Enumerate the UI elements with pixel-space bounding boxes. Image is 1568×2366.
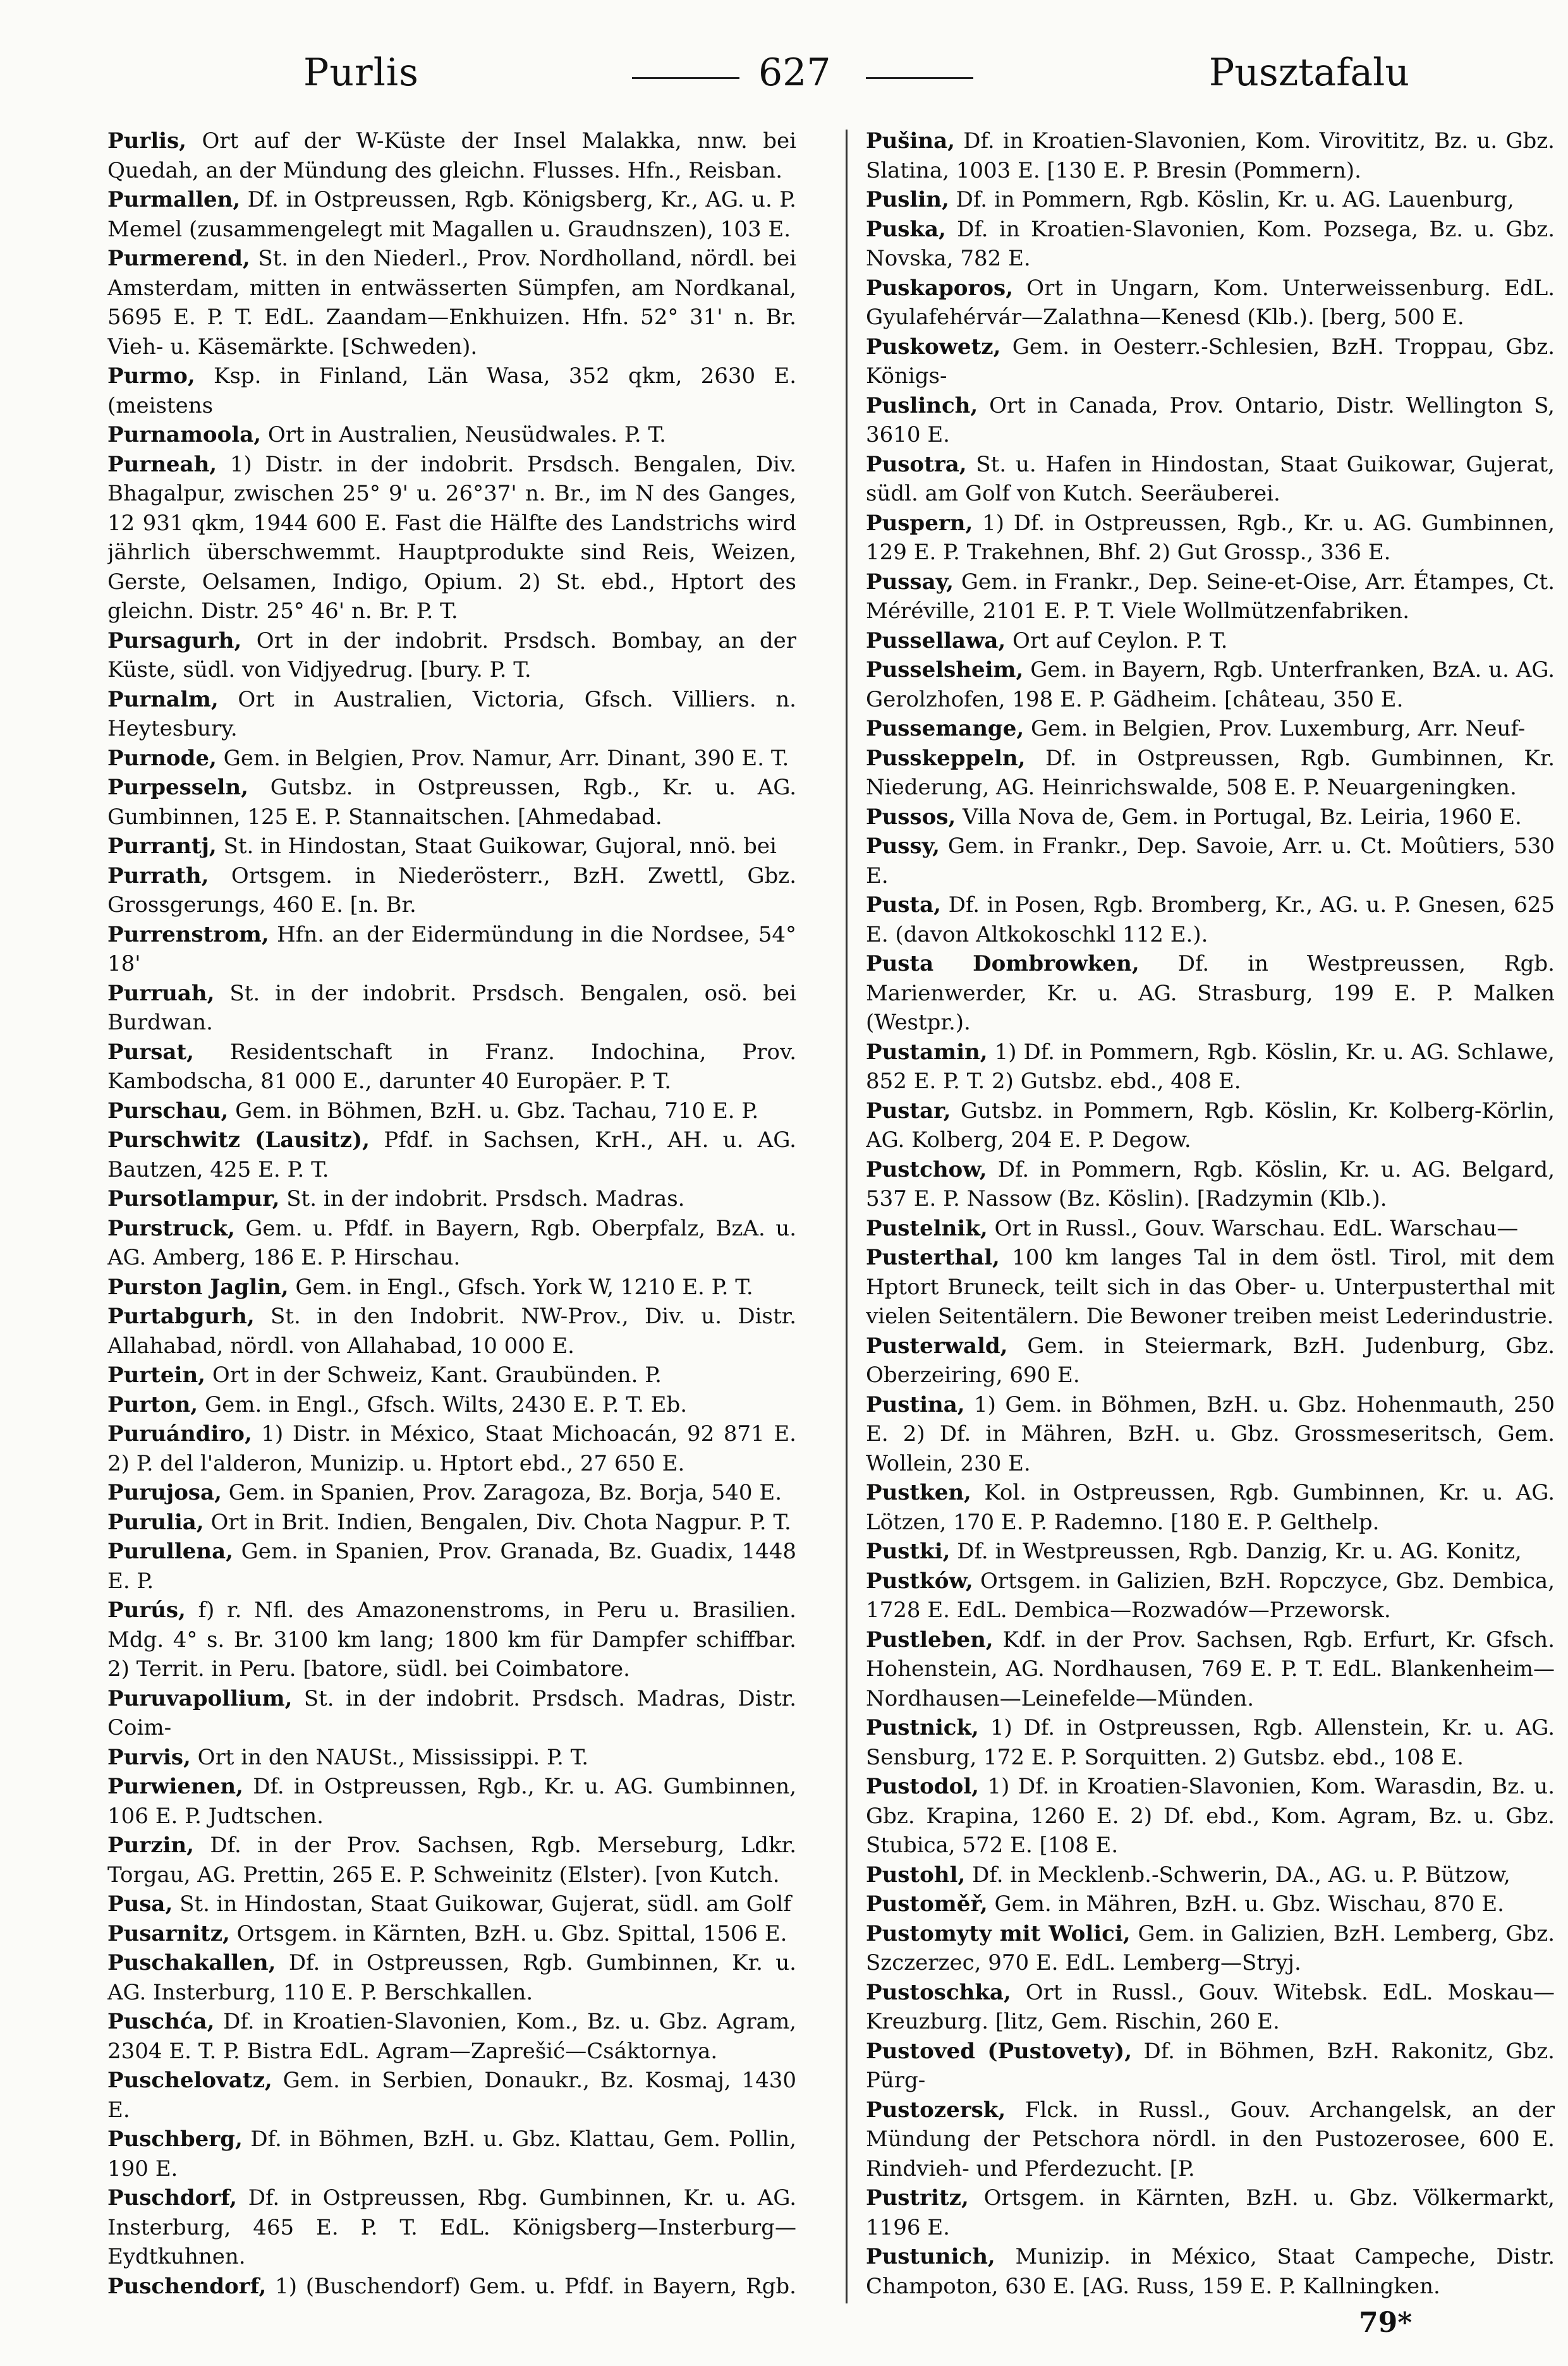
dictionary-entry [866,509,1555,567]
dictionary-entry [107,861,796,920]
entry-text: Gem. in Belgien, Prov. Namur, Arr. Dinant, 390 E. T. [223,745,789,771]
dictionary-entry [107,1184,796,1214]
entry-headword: Puslinch, [866,392,978,418]
dictionary-entry [866,1890,1555,1919]
entry-headword: Puruvapollium, [107,1685,293,1711]
dictionary-entry [107,2007,796,2066]
dictionary-entry [866,2242,1555,2300]
dictionary-entry [107,450,796,626]
entry-headword: Purrenstrom, [107,921,269,947]
dictionary-entry [107,832,796,861]
entry-headword: Puschendorf, [107,2273,267,2299]
entry-text: Ort in Ungarn, Kom. Unterweissenburg. EdL. Gyulafehérvár—Zalathna—Kenesd (Klb.). [berg, 500 E. [866,275,1555,330]
dictionary-entry [866,1390,1555,1479]
dictionary-entry [866,2037,1555,2096]
entry-text: Ort in Brit. Indien, Bengalen, Div. Chota Nagpur. P. T. [210,1509,791,1535]
entry-text: 1) Distr. in México, Staat Michoacán, 92 871 E. 2) P. del l'alderon, Munizip. u. Hptort ebd., 27 650 E. [107,1421,796,1476]
dictionary-entry [107,1596,796,1684]
header-right-keyword: Pusztafalu [1208,51,1409,95]
dictionary-entry [866,1537,1555,1567]
dictionary-entry [107,185,796,244]
entry-headword: Pustodol, [866,1774,980,1799]
entry-text: Gem. in Bayern, Rgb. Unterfranken, BzA. u. AG. Gerolzhofen, 198 E. P. Gädheim. [château, 350 E. [866,657,1555,712]
dictionary-entry [107,126,796,185]
entry-headword: Purrath, [107,863,209,889]
dictionary-entry [866,1625,1555,1714]
dictionary-entry [107,1125,796,1184]
entry-text: Df. in Posen, Rgb. Bromberg, Kr., AG. u. P. Gnesen, 625 E. (davon Altkokoschkl 112 E.). [866,892,1555,947]
entry-headword: Purullena, [107,1539,233,1564]
entry-headword: Purschau, [107,1098,229,1124]
entry-headword: Puruándiro, [107,1421,252,1447]
entry-headword: Pustoschka, [866,1979,1011,2005]
entry-headword: Purvis, [107,1744,191,1770]
entry-text: Ort in Russl., Gouv. Warschau. EdL. Warschau— [994,1215,1519,1241]
entry-text: St. in Hindostan, Staat Guikowar, Gujoral, nnö. bei [223,834,777,859]
entry-text: Ort in Russl., Gouv. Witebsk. EdL. Moskau—Kreuzburg. [litz, Gem. Rischin, 260 E. [866,1979,1555,2034]
entry-headword: Pustohl, [866,1862,966,1888]
entry-headword: Pustunich, [866,2244,995,2269]
dictionary-entry [866,949,1555,1038]
header-rule-right [866,77,973,79]
entry-text: St. in der indobrit. Prsdsch. Madras. [286,1186,685,1211]
dictionary-entry [107,1743,796,1773]
dictionary-entry [866,567,1555,626]
entry-text: Df. in Pommern, Rgb. Köslin, Kr. u. AG. Lauenburg, [956,187,1514,212]
entry-text: Ort in Australien, Victoria, Gfsch. Villiers. n. Heytesbury. [107,686,796,741]
dictionary-entry [866,655,1555,714]
entry-headword: Pusselsheim, [866,657,1024,682]
entry-headword: Purschwitz (Lausitz), [107,1127,370,1153]
entry-headword: Pustamin, [866,1039,988,1065]
dictionary-entry [107,1361,796,1390]
entry-headword: Pustleben, [866,1627,994,1653]
entry-headword: Purmallen, [107,187,241,212]
entry-text: 1) Df. in Pommern, Rgb. Köslin, Kr. u. AG. Schlawe, 852 E. P. T. 2) Gutsbz. ebd., 408 E. [866,1039,1555,1094]
entry-headword: Puskaporos, [866,275,1014,301]
entry-text: Gem. in Frankr., Dep. Savoie, Arr. u. Ct. Moûtiers, 530 E. [866,834,1555,889]
entry-headword: Puslin, [866,187,949,212]
dictionary-entry [107,626,796,685]
entry-text: Gutsbz. in Ostpreussen, Rgb., Kr. u. AG. Gumbinnen, 125 E. P. Stannaitschen. [Ahmedabad. [107,775,796,830]
entry-headword: Purlis, [107,128,187,154]
entry-headword: Pussellawa, [866,628,1006,653]
dictionary-entry [107,1948,796,2007]
entry-text: Ortsgem. in Galizien, BzH. Ropczyce, Gbz. Dembica, 1728 E. EdL. Dembica—Rozwadów—Przeworsk. [866,1568,1555,1623]
entry-headword: Pusa, [107,1891,173,1917]
entry-headword: Puschberg, [107,2126,243,2152]
entry-text: 1) Distr. in der indobrit. Prsdsch. Bengalen, Div. Bhagalpur, zwischen 25° 9' u. 26°37' n. Br., im N des Ganges, 12 931 qkm, 1944 600 E. Fast die Hälfte des Landstrichs wird jährlich überschwemmt. Hauptprodukte sind Reis, Weizen, Gerste, Oelsamen, Indigo, Opium. 2) St. ebd., Hptort des gleichn. Distr. 25° 46' n. Br. P. T. [107,451,796,624]
dictionary-entry [107,1890,796,1919]
column-divider [846,130,848,2303]
entry-headword: Pusterwald, [866,1333,1008,1359]
dictionary-entry [107,1273,796,1302]
entry-headword: Puskowetz, [866,334,1001,360]
entry-text: Df. in Ostpreussen, Rgb. Gumbinnen, Kr. u. AG. Insterburg, 110 E. P. Berschkallen. [107,1950,796,2005]
entry-headword: Pustozersk, [866,2097,1006,2123]
dictionary-entry [107,2066,796,2125]
dictionary-entry [866,1243,1555,1332]
entry-text: St. in den Niederl., Prov. Nordholland, nördl. bei Amsterdam, mitten in entwässerten Sümpfen, am Nordkanal, 5695 E. P. T. EdL. Zaandam—Enkhuizen. Hfn. 52° 31' n. Br. Vieh- u. Käsemärkte. [Schweden). [107,246,796,360]
entry-text: 1) (Buschendorf) Gem. u. Pfdf. in Bayern, Rgb. [275,2273,796,2299]
entry-headword: Puska, [866,216,946,242]
entry-headword: Pusta, [866,892,941,918]
entry-headword: Purzin, [107,1833,194,1858]
entry-headword: Purtein, [107,1362,206,1388]
dictionary-entry [107,1038,796,1096]
entry-headword: Pustnick, [866,1715,979,1740]
dictionary-entry [866,332,1555,391]
entry-text: 1) Df. in Ostpreussen, Rgb. Allenstein, Kr. u. AG. Sensburg, 172 E. P. Sorquitten. 2) Gutsbz. ebd., 108 E. [866,1715,1555,1770]
entry-headword: Purmo, [107,363,195,389]
entry-headword: Purulia, [107,1509,204,1535]
dictionary-entry [866,1772,1555,1860]
entry-headword: Pussay, [866,569,954,595]
entry-headword: Pusterthal, [866,1245,1000,1270]
entry-headword: Purrantj, [107,834,217,859]
entry-headword: Puspern, [866,510,973,536]
entry-headword: Purpesseln, [107,775,248,800]
entry-headword: Purús, [107,1598,186,1623]
dictionary-entry [107,979,796,1038]
entry-text: Ortsgem. in Kärnten, BzH. u. Gbz. Völkermarkt, 1196 E. [866,2185,1555,2240]
entry-text: Gem. in Engl., Gfsch. York W, 1210 E. P. T. [295,1274,753,1300]
dictionary-entry [107,1919,796,1949]
dictionary-entry [107,1684,796,1743]
entry-headword: Purnamoola, [107,422,262,447]
dictionary-entry [107,1537,796,1596]
entry-headword: Pustoměř, [866,1891,988,1917]
dictionary-entry [107,1390,796,1420]
entry-text: 100 km langes Tal in dem östl. Tirol, mit dem Hptort Bruneck, teilt sich in das Ober- u. Unterpusterthal mit vielen Seitentälern. Die Bewoner treiben meist Lederindustrie. [866,1245,1555,1329]
entry-text: Gem. in Galizien, BzH. Lemberg, Gbz. Szczerzec, 970 E. EdL. Lemberg—Stryj. [866,1920,1555,1975]
dictionary-entry [866,1096,1555,1155]
dictionary-entry [107,2183,796,2272]
entry-headword: Puschelovatz, [107,2068,272,2093]
dictionary-entry [107,1772,796,1831]
dictionary-entry [866,890,1555,949]
entry-text: St. in der indobrit. Prsdsch. Bengalen, osö. bei Burdwan. [107,980,796,1035]
entry-text: Df. in Ostpreussen, Rbg. Gumbinnen, Kr. u. AG. Insterburg, 465 E. P. T. EdL. Königsberg—Insterburg—Eydtkuhnen. [107,2185,796,2269]
dictionary-entry [866,1332,1555,1390]
entry-text: Ort in den NAUSt., Mississippi. P. T. [197,1744,589,1770]
entry-headword: Purmerend, [107,246,250,271]
entry-headword: Pustchow, [866,1156,987,1182]
entry-headword: Puschakallen, [107,1950,276,1975]
entry-headword: Pussy, [866,834,940,859]
dictionary-entry [866,274,1555,332]
dictionary-entry [866,1567,1555,1625]
entry-text: Df. in Böhmen, BzH. u. Gbz. Klattau, Gem. Pollin, 190 E. [107,2126,796,2181]
entry-text: Kdf. in der Prov. Sachsen, Rgb. Erfurt, Kr. Gfsch. Hohenstein, AG. Nordhausen, 769 E. P. T. EdL. Blankenheim—Nordhausen—Leinefelde—Münden. [866,1627,1555,1711]
dictionary-entry [866,744,1555,803]
entry-text: Kol. in Ostpreussen, Rgb. Gumbinnen, Kr. u. AG. Lötzen, 170 E. P. Rademno. [180 E. P. Gelthelp. [866,1480,1555,1535]
entry-headword: Pursotlampur, [107,1186,280,1211]
entry-headword: Pustina, [866,1392,965,1417]
entry-headword: Purwienen, [107,1774,243,1799]
entry-text: 1) Df. in Ostpreussen, Rgb., Kr. u. AG. Gumbinnen, 129 E. P. Trakehnen, Bhf. 2) Gut Grossp., 336 E. [866,510,1555,565]
entry-text: 1) Df. in Kroatien-Slavonien, Kom. Warasdin, Bz. u. Gbz. Krapina, 1260 E. 2) Df. ebd., Kom. Agram, Bz. u. Gbz. Stubica, 572 E. [108 E. [866,1774,1555,1858]
entry-text: Df. in Westpreussen, Rgb. Danzig, Kr. u. AG. Konitz, [957,1539,1522,1564]
entry-text: Df. in Kroatien-Slavonien, Kom. Virovititz, Bz. u. Gbz. Slatina, 1003 E. [130 E. P. Bresin (Pommern). [866,128,1555,183]
dictionary-entry [866,1919,1555,1978]
dictionary-entry [866,626,1555,656]
dictionary-entry [107,1508,796,1538]
dictionary-entry [866,391,1555,450]
entry-text: Ort in Canada, Prov. Ontario, Distr. Wellington S, 3610 E. [866,392,1555,447]
dictionary-entry [107,744,796,774]
entry-text: Villa Nova de, Gem. in Portugal, Bz. Leiria, 1960 E. [963,804,1522,830]
page-number: 627 [758,51,831,95]
dictionary-entry [866,1860,1555,1890]
entry-text: Gem. in Steiermark, BzH. Judenburg, Gbz. Oberzeiring, 690 E. [866,1333,1555,1388]
entry-text: Ort in Australien, Neusüdwales. P. T. [267,422,666,447]
dictionary-entry [107,1096,796,1126]
entry-headword: Pustki, [866,1539,951,1564]
entry-headword: Pusarnitz, [107,1920,230,1946]
entry-headword: Pursagurh, [107,628,242,653]
entry-headword: Pusotra, [866,451,967,477]
entry-text: St. in den Indobrit. NW-Prov., Div. u. Distr. Allahabad, nördl. von Allahabad, 10 000 E. [107,1304,796,1359]
entry-text: Df. in Kroatien-Slavonien, Kom. Pozsega, Bz. u. Gbz. Novska, 782 E. [866,216,1555,271]
dictionary-entry [866,1214,1555,1244]
entry-headword: Pusskeppeln, [866,745,1026,771]
entry-text: Gem. in Oesterr.-Schlesien, BzH. Troppau, Gbz. Königs- [866,334,1555,389]
entry-text: Df. in der Prov. Sachsen, Rgb. Merseburg, Ldkr. Torgau, AG. Prettin, 265 E. P. Schweinitz (Elster). [von Kutch. [107,1833,796,1888]
dictionary-entry [866,215,1555,274]
entry-headword: Purstruck, [107,1215,235,1241]
entry-text: Gem. in Belgien, Prov. Luxemburg, Arr. Neuf- [1030,716,1526,741]
dictionary-entry [107,1419,796,1478]
entry-text: Gutsbz. in Pommern, Rgb. Köslin, Kr. Kolberg-Körlin, AG. Kolberg, 204 E. P. Degow. [866,1098,1555,1153]
entry-headword: Pustelnik, [866,1215,988,1241]
entry-headword: Purnalm, [107,686,219,712]
entry-headword: Pusta Dombrowken, [866,951,1140,976]
entry-headword: Purtabgurh, [107,1304,255,1329]
header-left-keyword: Purlis [303,51,419,95]
entry-headword: Purton, [107,1392,198,1417]
entry-text: Df. in Pommern, Rgb. Köslin, Kr. u. AG. Belgard, 537 E. P. Nassow (Bz. Köslin). [Radzymin (Klb.). [866,1156,1555,1211]
entry-text: Flck. in Russl., Gouv. Archangelsk, an der Mündung der Petschora nördl. in den Pustozerosee, 600 E. Rindvieh- und Pferdezucht. [P. [866,2097,1555,2181]
entry-headword: Purneah, [107,451,217,477]
dictionary-entry [107,685,796,744]
entry-headword: Pustar, [866,1098,951,1124]
dictionary-entry [866,1155,1555,1214]
entry-headword: Pursat, [107,1039,194,1065]
entry-text: Gem. in Spanien, Prov. Granada, Bz. Guadix, 1448 E. P. [107,1539,796,1594]
right-column [866,126,1555,2300]
dictionary-entry [866,803,1555,832]
entry-headword: Purujosa, [107,1480,222,1505]
dictionary-entry [866,1978,1555,2037]
entry-text: 1) Gem. in Böhmen, BzH. u. Gbz. Hohenmauth, 250 E. 2) Df. in Mähren, BzH. u. Gbz. Grossmeseritsch, Gem. Wollein, 230 E. [866,1392,1555,1476]
entry-text: Df. in Mecklenb.-Schwerin, DA., AG. u. P. Bützow, [972,1862,1510,1888]
entry-text: Gem. in Engl., Gfsch. Wilts, 2430 E. P. T. Eb. [204,1392,688,1417]
dictionary-entry [866,2183,1555,2242]
entry-text: St. u. Hafen in Hindostan, Staat Guikowar, Gujerat, südl. am Golf von Kutch. Seeräuberei. [866,451,1555,506]
entry-headword: Pustomyty mit Wolici, [866,1920,1131,1946]
signature-mark: 79* [1359,2307,1413,2339]
entry-text: Ort auf der W-Küste der Insel Malakka, nnw. bei Quedah, an der Mündung des gleichn. Flusses. Hfn., Reisban. [107,128,796,183]
dictionary-entry [866,126,1555,185]
dictionary-entry [107,244,796,361]
dictionary-entry [866,714,1555,744]
dictionary-entry [107,2272,796,2301]
entry-text: Gem. u. Pfdf. in Bayern, Rgb. Oberpfalz, BzA. u. AG. Amberg, 186 E. P. Hirschau. [107,1215,796,1270]
dictionary-entry [866,2096,1555,2184]
dictionary-entry [107,420,796,450]
entry-text: St. in Hindostan, Staat Guikowar, Gujerat, südl. am Golf [179,1891,791,1917]
entry-headword: Pussemange, [866,716,1024,741]
entry-headword: Pustoved (Pustovety), [866,2038,1133,2064]
page-header [278,51,1454,114]
entry-text: Hfn. an der Eidermündung in die Nordsee, 54° 18' [107,921,796,976]
entry-headword: Purnode, [107,745,217,771]
entry-text: Pfdf. in Sachsen, KrH., AH. u. AG. Bautzen, 425 E. P. T. [107,1127,796,1182]
entry-text: f) r. Nfl. des Amazonenstroms, in Peru u. Brasilien. Mdg. 4° s. Br. 3100 km lang; 1800 km für Dampfer schiffbar. 2) Territ. in Peru. [batore, südl. bei Coimbatore. [107,1598,796,1682]
dictionary-entry [107,1831,796,1890]
dictionary-entry [107,1478,796,1508]
entry-headword: Puschća, [107,2009,215,2034]
entry-text: Ortsgem. in Niederösterr., BzH. Zwettl, Gbz. Grossgerungs, 460 E. [n. Br. [107,863,796,918]
entry-text: St. in der indobrit. Prsdsch. Madras, Distr. Coim- [107,1685,796,1740]
entry-text: Df. in Ostpreussen, Rgb., Kr. u. AG. Gumbinnen, 106 E. P. Judtschen. [107,1774,796,1829]
dictionary-entry [866,450,1555,509]
entry-headword: Purston Jaglin, [107,1274,289,1300]
dictionary-entry [107,1302,796,1361]
entry-text: Residentschaft in Franz. Indochina, Prov. Kambodscha, 81 000 E., darunter 40 Europäer. P. T. [107,1039,796,1094]
dictionary-entry [107,920,796,979]
entry-text: Df. in Böhmen, BzH. Rakonitz, Gbz. Pürg- [866,2038,1555,2093]
entry-text: Gem. in Mähren, BzH. u. Gbz. Wischau, 870 E. [994,1891,1504,1917]
entry-text: Ksp. in Finland, Län Wasa, 352 qkm, 2630 E. (meistens [107,363,796,418]
dictionary-entry [107,2125,796,2183]
entry-text: Gem. in Spanien, Prov. Zaragoza, Bz. Borja, 540 E. [228,1480,782,1505]
entry-headword: Purruah, [107,980,215,1006]
dictionary-entry [866,1478,1555,1537]
entry-headword: Pustken, [866,1480,971,1505]
dictionary-entry [866,1713,1555,1772]
entry-text: Df. in Ostpreussen, Rgb. Königsberg, Kr., AG. u. P. Memel (zusammengelegt mit Magallen u. Graudnszen), 103 E. [107,187,796,242]
entry-text: Df. in Westpreussen, Rgb. Marienwerder, Kr. u. AG. Strasburg, 199 E. P. Malken (Westpr.). [866,951,1555,1035]
entry-text: Gem. in Serbien, Donaukr., Bz. Kosmaj, 1430 E. [107,2068,796,2123]
entry-headword: Pušina, [866,128,955,154]
entry-text: Munizip. in México, Staat Campeche, Distr. Champoton, 630 E. [AG. Russ, 159 E. P. Kallningken. [866,2244,1555,2299]
dictionary-entry [107,773,796,832]
dictionary-entry [107,1214,796,1273]
entry-headword: Puschdorf, [107,2185,237,2211]
entry-text: Gem. in Frankr., Dep. Seine-et-Oise, Arr. Étampes, Ct. Méréville, 2101 E. P. T. Viele Wollmützenfabriken. [866,569,1555,624]
dictionary-entry [866,185,1555,215]
dictionary-entry [866,832,1555,890]
entry-text: Gem. in Böhmen, BzH. u. Gbz. Tachau, 710 E. P. [235,1098,759,1124]
entry-text: Ort in der Schweiz, Kant. Graubünden. P. [212,1362,662,1388]
left-column [107,126,796,2300]
entry-text: Df. in Ostpreussen, Rgb. Gumbinnen, Kr. Niederung, AG. Heinrichswalde, 508 E. P. Neuargeningken. [866,745,1555,800]
entry-headword: Pustritz, [866,2185,969,2211]
entry-text: Ortsgem. in Kärnten, BzH. u. Gbz. Spittal, 1506 E. [236,1920,787,1946]
entry-headword: Pussos, [866,804,956,830]
entry-text: Df. in Kroatien-Slavonien, Kom., Bz. u. Gbz. Agram, 2304 E. T. P. Bistra EdL. Agram—Zaprešić—Csáktornya. [107,2009,796,2064]
entry-text: Ort in der indobrit. Prsdsch. Bombay, an der Küste, südl. von Vidjyedrug. [bury. P. T. [107,628,796,682]
entry-headword: Pustków, [866,1568,973,1594]
header-rule-left [632,77,739,79]
dictionary-entry [866,1038,1555,1096]
dictionary-entry [107,361,796,420]
entry-text: Ort auf Ceylon. P. T. [1012,628,1228,653]
